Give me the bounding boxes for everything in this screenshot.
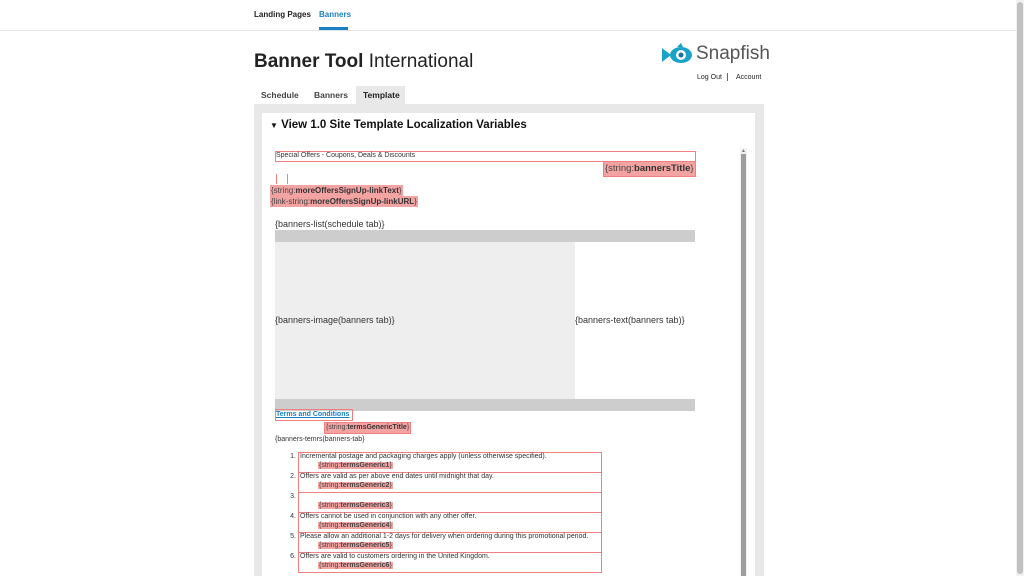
list-item-var: {string:termsGeneric6} <box>319 562 392 569</box>
template-scrollbar-thumb[interactable] <box>741 154 746 576</box>
link-text-var: {string:moreOffersSignUp-linkText} <box>271 186 402 195</box>
section-toggle[interactable] <box>270 119 527 131</box>
banners-image-placeholder: {banners-image(banners tab)} <box>275 315 395 325</box>
page-title <box>254 51 473 73</box>
page-scrollbar[interactable] <box>1016 0 1024 576</box>
list-item-number: 4. <box>290 513 296 520</box>
list-item-var: {string:termsGeneric1} <box>319 462 392 469</box>
list-item-text: Offers cannot be used in conjunction with any other offer. <box>300 513 477 520</box>
banners-title-var: {string:bannersTitle} <box>603 161 696 177</box>
logout-link[interactable]: Log Out <box>697 74 722 81</box>
empty-link-box <box>276 174 288 184</box>
template-scrollbar[interactable] <box>740 148 747 576</box>
list-item-text: Offers are valid to customers ordering in the United Kingdom. <box>300 553 490 560</box>
terms-title-var: {string:termsGenericTitle} <box>324 422 411 434</box>
list-item-text: Incremental postage and packaging charges apply (unless otherwise specified). <box>300 453 547 460</box>
triangle-down-icon: ▼ <box>270 121 278 130</box>
tab-template[interactable]: Template <box>356 86 405 104</box>
section-title: View 1.0 Site Template Localization Variables <box>281 119 527 131</box>
snapfish-logo-icon <box>661 42 695 68</box>
list-item-text: Please allow an additional 1-2 days for delivery when ordering during this promotional period. <box>300 533 589 540</box>
list-item-var: {string:termsGeneric5} <box>319 542 392 549</box>
special-offers-text: Special Offers - Coupons, Deals & Discounts <box>276 152 416 159</box>
list-item-number: 1. <box>290 453 296 460</box>
page-title-bold: Banner Tool <box>254 51 364 72</box>
list-item-number: 3. <box>290 493 296 500</box>
account-separator <box>727 73 728 81</box>
banners-terms-placeholder: {banners-temrs(banners-tab} <box>275 436 365 443</box>
banners-list-placeholder: {banners-list(schedule tab)} <box>275 219 385 229</box>
banners-text-placeholder: {banners-text(banners tab)} <box>575 315 685 325</box>
page-scrollbar-thumb[interactable] <box>1017 2 1023 574</box>
account-link[interactable]: Account <box>736 74 762 81</box>
list-item-number: 6. <box>290 553 296 560</box>
nav-banners[interactable]: Banners <box>319 10 352 19</box>
top-navigation <box>0 0 1016 31</box>
logo-text: Snapfish <box>696 43 770 64</box>
list-item-text: Offers are valid as per above end dates until midnight that day. <box>300 473 494 480</box>
list-item-number: 5. <box>290 533 296 540</box>
tab-banners[interactable]: Banners <box>314 90 349 100</box>
list-item-var: {string:termsGeneric2} <box>319 482 392 489</box>
list-item-number: 2. <box>290 473 296 480</box>
list-item-var: {string:termsGeneric4} <box>319 522 392 529</box>
nav-active-indicator <box>319 27 348 30</box>
tab-schedule[interactable]: Schedule <box>261 90 299 100</box>
nav-landing-pages[interactable]: Landing Pages <box>254 10 311 19</box>
link-url-var: {link-string:moreOffersSignUp-linkURL} <box>271 197 417 206</box>
list-item-var: {string:termsGeneric3} <box>319 502 392 509</box>
terms-conditions-link[interactable]: Terms and Conditions <box>275 409 353 421</box>
page-title-rest: International <box>368 51 474 72</box>
banner-header-bar <box>275 230 695 242</box>
scroll-up-arrow-icon[interactable]: ▲ <box>741 148 746 154</box>
